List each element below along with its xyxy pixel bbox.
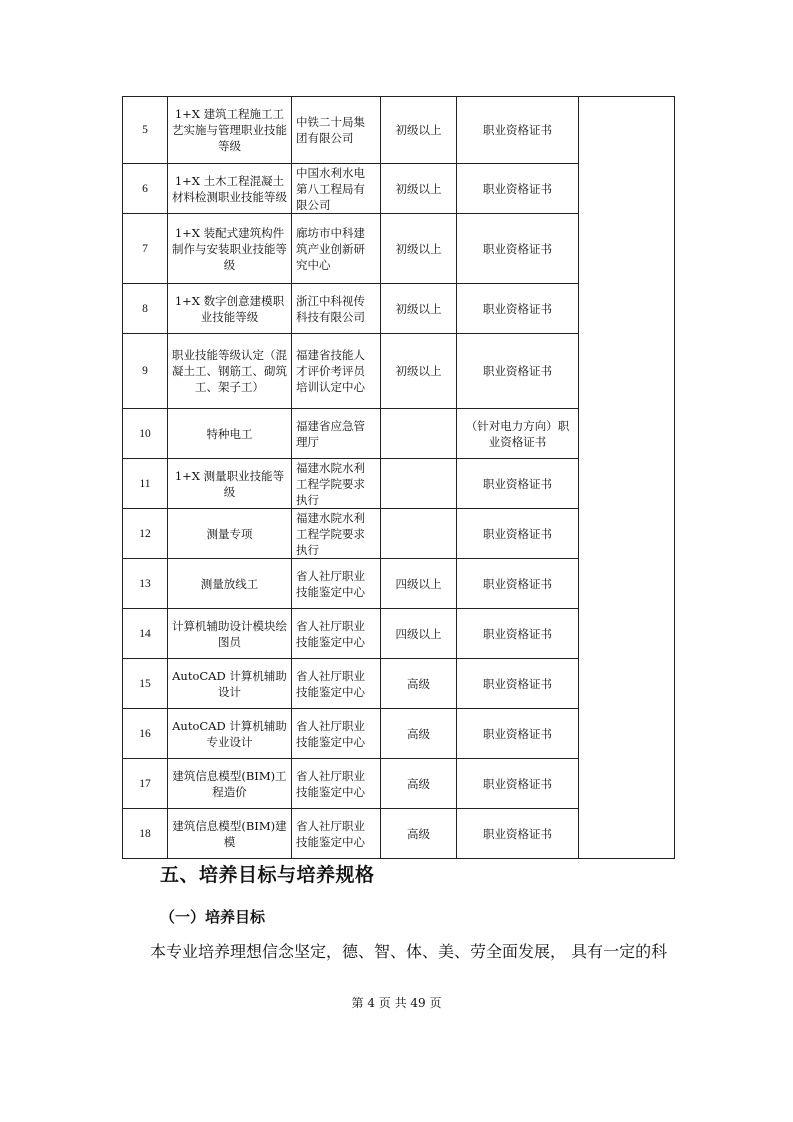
certificate-type: 职业资格证书	[457, 709, 579, 759]
remarks-column	[579, 97, 675, 859]
certificate-type: 职业资格证书	[457, 509, 579, 559]
certificate-type: 职业资格证书	[457, 334, 579, 409]
issuing-organization: 福建省应急管理厅	[292, 409, 381, 459]
row-number: 5	[123, 97, 168, 164]
certificate-name: 测量专项	[168, 509, 292, 559]
issuing-organization: 省人社厅职业技能鉴定中心	[292, 559, 381, 609]
body-paragraph: 本专业培养理想信念坚定，德、智、体、美、劳全面发展， 具有一定的科	[150, 942, 668, 961]
certificate-type: 职业资格证书	[457, 809, 579, 859]
certificate-type: 职业资格证书	[457, 284, 579, 334]
row-number: 9	[123, 334, 168, 409]
section-heading: 五、培养目标与培养规格	[160, 864, 375, 886]
row-number: 6	[123, 164, 168, 214]
certificate-name: 1+X 建筑工程施工工艺实施与管理职业技能等级	[168, 97, 292, 164]
certificate-type: （针对电力方向）职业资格证书	[457, 409, 579, 459]
issuing-organization: 福建省技能人才评价考评员培训认定中心	[292, 334, 381, 409]
row-number: 7	[123, 214, 168, 284]
certificate-type: 职业资格证书	[457, 164, 579, 214]
row-number: 15	[123, 659, 168, 709]
row-number: 13	[123, 559, 168, 609]
certificate-name: 1+X 土木工程混凝土材料检测职业技能等级	[168, 164, 292, 214]
issuing-organization: 中铁二十局集团有限公司	[292, 97, 381, 164]
certificate-level: 高级	[381, 709, 457, 759]
issuing-organization: 省人社厅职业技能鉴定中心	[292, 609, 381, 659]
certificate-name: AutoCAD 计算机辅助设计	[168, 659, 292, 709]
certificate-level: 高级	[381, 809, 457, 859]
certificate-name: 1+X 装配式建筑构件制作与安装职业技能等级	[168, 214, 292, 284]
certificate-table	[122, 96, 675, 859]
certificate-type: 职业资格证书	[457, 659, 579, 709]
issuing-organization: 省人社厅职业技能鉴定中心	[292, 709, 381, 759]
issuing-organization: 福建水院水利工程学院要求执行	[292, 509, 381, 559]
row-number: 11	[123, 459, 168, 509]
row-number: 16	[123, 709, 168, 759]
row-number: 17	[123, 759, 168, 809]
page-footer: 第 4 页 共 49 页	[351, 996, 442, 1010]
certificate-name: 计算机辅助设计模块绘图员	[168, 609, 292, 659]
certificate-level: 初级以上	[381, 214, 457, 284]
certificate-name: 建筑信息模型(BIM)建模	[168, 809, 292, 859]
issuing-organization: 浙江中科视传科技有限公司	[292, 284, 381, 334]
certificate-level: 初级以上	[381, 284, 457, 334]
certificate-level: 高级	[381, 659, 457, 709]
certificate-level	[381, 459, 457, 509]
certificate-level: 四级以上	[381, 559, 457, 609]
certificate-type: 职业资格证书	[457, 97, 579, 164]
issuing-organization: 省人社厅职业技能鉴定中心	[292, 759, 381, 809]
certificate-name: 1+X 数字创意建模职业技能等级	[168, 284, 292, 334]
issuing-organization: 廊坊市中科建筑产业创新研究中心	[292, 214, 381, 284]
certificate-type: 职业资格证书	[457, 759, 579, 809]
certificate-type: 职业资格证书	[457, 214, 579, 284]
certificate-name: 测量放线工	[168, 559, 292, 609]
issuing-organization: 省人社厅职业技能鉴定中心	[292, 659, 381, 709]
row-number: 18	[123, 809, 168, 859]
subsection-heading: （一）培养目标	[160, 908, 266, 926]
certificate-level	[381, 509, 457, 559]
certificate-name: 职业技能等级认定（混凝土工、钢筋工、砌筑工、架子工）	[168, 334, 292, 409]
row-number: 8	[123, 284, 168, 334]
row-number: 12	[123, 509, 168, 559]
row-number: 10	[123, 409, 168, 459]
certificate-name: 1+X 测量职业技能等级	[168, 459, 292, 509]
certificate-type: 职业资格证书	[457, 559, 579, 609]
certificate-type: 职业资格证书	[457, 609, 579, 659]
table-row	[123, 97, 675, 164]
certificate-name: 特种电工	[168, 409, 292, 459]
certificate-name: AutoCAD 计算机辅助专业设计	[168, 709, 292, 759]
certificate-level: 初级以上	[381, 164, 457, 214]
issuing-organization: 中国水利水电第八工程局有限公司	[292, 164, 381, 214]
certificate-level: 初级以上	[381, 97, 457, 164]
issuing-organization: 省人社厅职业技能鉴定中心	[292, 809, 381, 859]
certificate-level: 四级以上	[381, 609, 457, 659]
certificate-level: 高级	[381, 759, 457, 809]
issuing-organization: 福建水院水利工程学院要求执行	[292, 459, 381, 509]
row-number: 14	[123, 609, 168, 659]
certificate-level: 初级以上	[381, 334, 457, 409]
certificate-name: 建筑信息模型(BIM)工程造价	[168, 759, 292, 809]
certificate-type: 职业资格证书	[457, 459, 579, 509]
certificate-level	[381, 409, 457, 459]
